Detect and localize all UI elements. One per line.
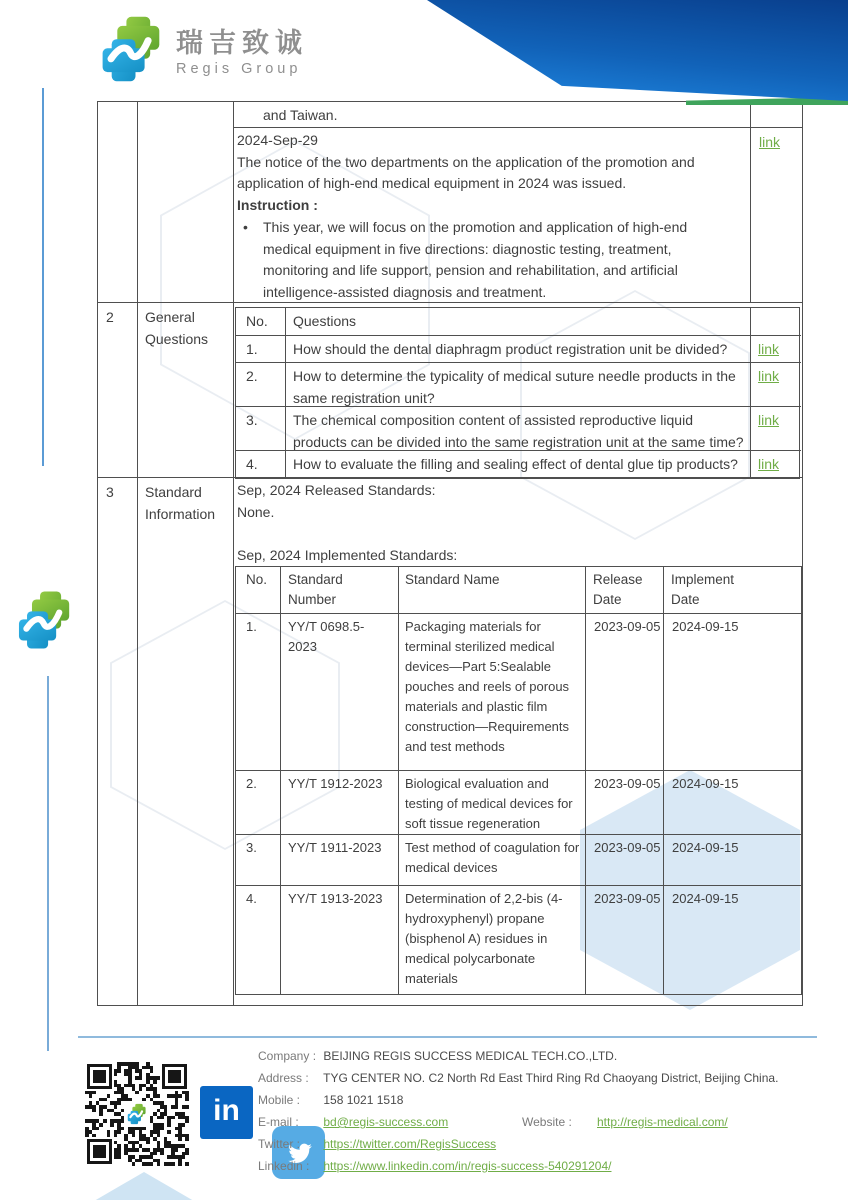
question-link[interactable]: link (758, 456, 780, 472)
standard-no: 3. (236, 835, 281, 886)
twitter-label: Twitter : (258, 1137, 301, 1151)
standard-number: YY/T 0698.5-2023 (281, 614, 399, 771)
standard-number: YY/T 1913-2023 (281, 886, 399, 994)
standards-table (235, 566, 802, 995)
table-gridline (137, 102, 138, 1005)
newsletter-table (97, 101, 803, 1006)
standard-number: YY/T 1911-2023 (281, 835, 399, 886)
section-title-standard-information: Standard Information (145, 484, 216, 522)
qr-finder-icon (87, 1064, 112, 1089)
table-gridline (233, 102, 234, 1005)
standard-release-date: 2023-09-05 (586, 614, 664, 771)
question-text: The chemical composition content of assisted reproductive liquid products can be divided into the same registration unit at the same time? (286, 407, 751, 451)
brand-name-en: Regis Group (176, 61, 302, 77)
section-number: 3 (106, 484, 114, 500)
released-standards-label: Sep, 2024 Released Standards: (237, 482, 436, 498)
implemented-standards-label: Sep, 2024 Implemented Standards: (237, 546, 458, 563)
carryover-text: and Taiwan. (263, 107, 338, 123)
margin-line-bottom (47, 676, 49, 1051)
footer-divider (78, 1036, 817, 1038)
standards-header-name: Standard Name (399, 567, 586, 614)
linkedin-label: Linkedin : (258, 1159, 310, 1173)
standard-name: Packaging materials for terminal sterilized medical devices—Part 5:Sealable pouches and reels of porous materials and plastic film construction—Requirements and test methods (399, 614, 586, 771)
company-label: Company : (258, 1049, 317, 1063)
standard-implement-date: 2024-09-15 (664, 771, 803, 835)
news-link[interactable]: link (759, 134, 781, 150)
website-label: Website : (522, 1115, 572, 1129)
standard-release-date: 2023-09-05 (586, 886, 664, 994)
regis-logo-icon (96, 14, 168, 84)
news-item (237, 130, 743, 304)
footer-address-row (258, 1070, 818, 1092)
qr-finder-icon (87, 1139, 112, 1164)
question-link[interactable]: link (758, 368, 780, 384)
questions-header-link (751, 308, 801, 336)
standard-implement-date: 2024-09-15 (672, 891, 739, 906)
question-text: How should the dental diaphragm product registration unit be divided? (286, 336, 751, 363)
questions-header-no: No. (236, 308, 286, 336)
footer-twitter-row (258, 1136, 818, 1158)
bullet-dot: • (243, 218, 248, 235)
brand-name-cn: 瑞吉致诚 (176, 28, 308, 58)
footer-contact-info (258, 1048, 818, 1180)
released-standards-value: None. (237, 503, 275, 520)
email-label: E-mail : (258, 1115, 299, 1129)
standard-no: 1. (236, 614, 281, 771)
company-logo (96, 14, 308, 84)
footer-mobile-row (258, 1092, 818, 1114)
standards-header-number: Standard Number (281, 567, 399, 614)
standard-no: 4. (236, 886, 281, 994)
news-bullet (237, 217, 733, 304)
regis-mark-margin-icon (14, 588, 76, 652)
standards-header-implement: Implement Date (664, 567, 803, 614)
news-body: The notice of the two departments on the application of the promotion and application of high-end medical equipment in 2024 was issued. (237, 153, 695, 192)
news-bullet-text: This year, we will focus on the promotion and application of high-end medical equipment in five directions: diagnostic testing, treatment, monitoring and life support, pension and rehabilitation, and artificial intelligence-assisted diagnosis and treatment. (263, 218, 688, 300)
address-label: Address : (258, 1071, 309, 1085)
address-value: TYG CENTER NO. C2 North Rd East Third Ring Rd Chaoyang District, Beijing China. (323, 1071, 779, 1085)
question-link[interactable]: link (758, 341, 780, 357)
standard-no: 2. (236, 771, 281, 835)
standard-number: YY/T 1912-2023 (281, 771, 399, 835)
twitter-link[interactable]: https://twitter.com/RegisSuccess (323, 1137, 497, 1151)
blue-hexagon-footer (88, 1172, 200, 1200)
news-instruction-label: Instruction : (237, 197, 318, 214)
header-banner (427, 0, 848, 101)
question-no: 2. (236, 363, 286, 407)
section-title-general-questions: General Questions (145, 309, 209, 347)
mobile-label: Mobile : (258, 1093, 301, 1107)
standard-name: Biological evaluation and testing of medical devices for soft tissue regeneration (399, 771, 586, 835)
question-link-cell (751, 451, 801, 478)
question-no: 1. (236, 336, 286, 363)
question-link-cell (751, 407, 801, 451)
question-link-cell (751, 336, 801, 363)
table-gridline (233, 127, 802, 128)
footer-linkedin-row (258, 1158, 818, 1180)
standard-name: Determination of 2,2-bis (4-hydroxyphenyl) propane (bisphenol A) residues in medical polycarbonate materials (399, 886, 586, 994)
question-no: 4. (236, 451, 286, 478)
standards-header-no: No. (236, 567, 281, 614)
section-number: 2 (106, 309, 114, 325)
margin-line-top (42, 88, 44, 466)
footer-company-row (258, 1048, 818, 1070)
company-value: BEIJING REGIS SUCCESS MEDICAL TECH.CO.,LTD. (323, 1049, 618, 1063)
standard-release-date: 2023-09-05 (586, 835, 664, 886)
question-no: 3. (236, 407, 286, 451)
news-date: 2024-Sep-29 (237, 132, 318, 148)
mobile-value: 158 1021 1518 (323, 1093, 404, 1107)
table-gridline (750, 102, 751, 303)
standard-implement-date: 2024-09-15 (664, 835, 803, 886)
standard-implement-date: 2024-09-15 (664, 614, 803, 771)
qr-finder-icon (162, 1064, 187, 1089)
linkedin-icon[interactable]: in (200, 1086, 253, 1139)
website-link[interactable]: http://regis-medical.com/ (597, 1115, 728, 1129)
questions-table (235, 307, 800, 479)
linkedin-link[interactable]: https://www.linkedin.com/in/regis-success-540291204/ (323, 1159, 612, 1173)
qr-center-logo (124, 1101, 150, 1127)
question-text: How to evaluate the filling and sealing effect of dental glue tip products? (286, 451, 751, 478)
footer-email-row (258, 1114, 818, 1136)
question-link-cell (751, 363, 801, 407)
email-link[interactable]: bd@regis-success.com (323, 1115, 449, 1129)
standard-release-date: 2023-09-05 (586, 771, 664, 835)
question-text: How to determine the typicality of medical suture needle products in the same registration unit? (286, 363, 751, 407)
question-link[interactable]: link (758, 412, 780, 428)
standards-intro (237, 480, 657, 566)
standard-name: Test method of coagulation for medical devices (399, 835, 586, 886)
questions-header-questions: Questions (286, 308, 751, 336)
standards-header-release: Release Date (586, 567, 664, 614)
